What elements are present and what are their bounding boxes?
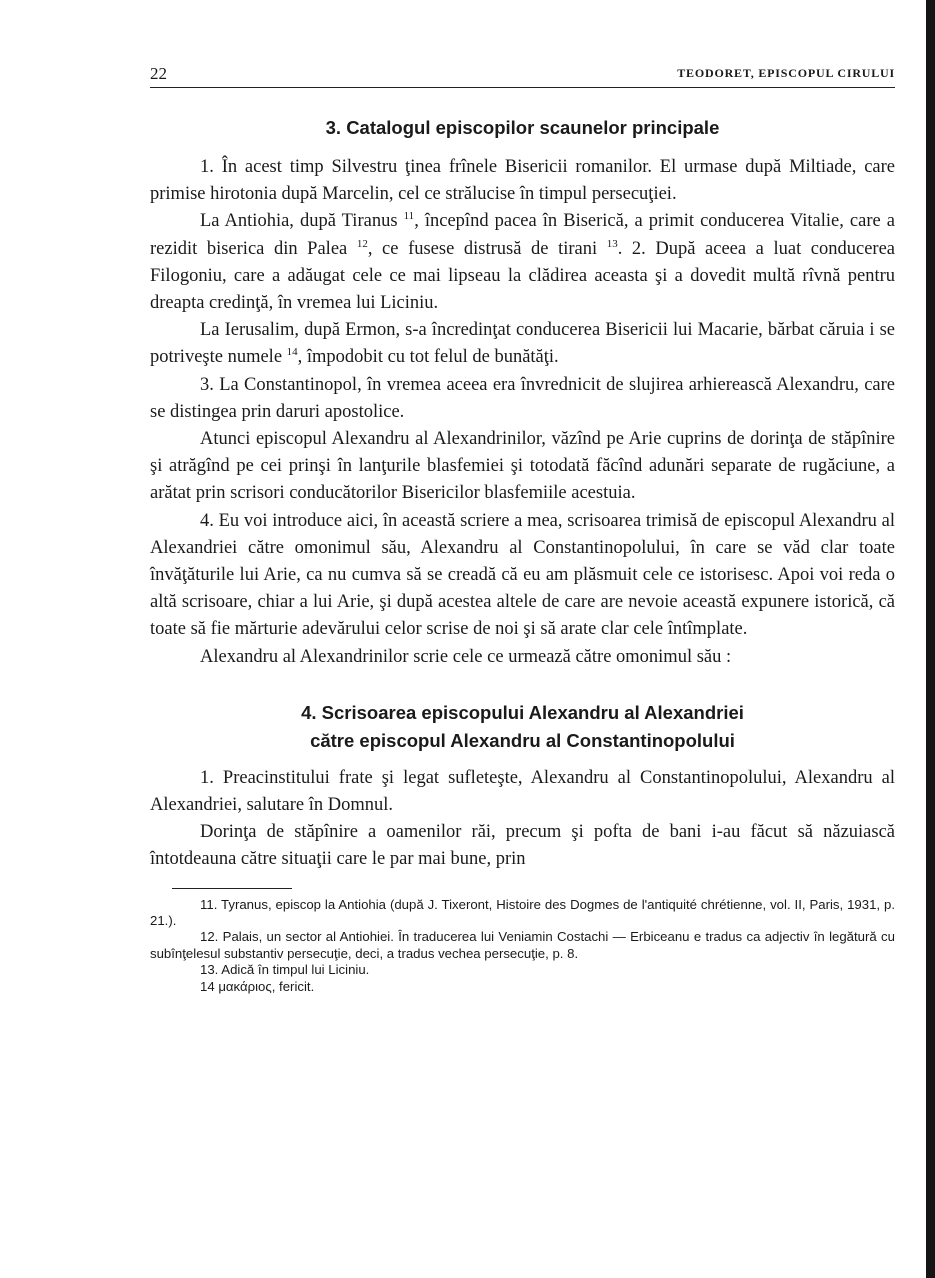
paragraph-text: . 2. După aceea a luat conducerea Filogoniu, care a adăugat cele ce mai lipseau la clădirea aceasta şi a dovedit multă rîvnă pentru dreapta credinţă, în vremea lui Liciniu. xyxy=(150,238,896,314)
scan-margin-bar xyxy=(926,0,935,1278)
paragraph xyxy=(150,208,895,317)
section-catalog-body xyxy=(150,154,895,671)
paragraph-text: Atunci episcopul Alexandru al Alexandrinilor, văzînd pe Arie cuprins de dorinţa de stăpînire şi atrăgînd pe cei prinşi în lanţurile blasfemiei şi totodată făcînd adunări separate de rugăciune, a arătat prin scrisori conducătorilor Bisericilor blasfemiile acestuia. xyxy=(150,429,895,504)
page-header xyxy=(150,60,895,86)
paragraph-text: La Ierusalim, după Ermon, s-a încredinţat conducerea Bisericii lui Macarie, bărbat căruia i se potriveşte numele xyxy=(150,320,895,368)
paragraph-text: , începînd pacea în Biserică, a primit conducerea Vitalie, care a rezidit biserica din Palea xyxy=(150,211,895,259)
paragraph xyxy=(150,372,895,426)
paragraph xyxy=(150,154,895,208)
paragraph-text: La Antiohia, după Tiranus xyxy=(200,211,398,232)
section-title-line: către episcopul Alexandru al Constantinopolului xyxy=(310,729,735,751)
running-title: TEODORET, EPISCOPUL CIRULUI xyxy=(677,66,895,80)
paragraph xyxy=(150,644,895,671)
footnote-ref[interactable]: 11 xyxy=(403,210,415,223)
footnote: 13. Adică în timpul lui Liciniu. xyxy=(200,962,370,978)
section-title-letter xyxy=(150,699,895,755)
paragraph-text: 1. În acest timp Silvestru ţinea frînele Bisericii romanilor. El urmase după Miltiade, care primise hirotonia după Marcelin, cel ce strălucise în timpul persecuţiei. xyxy=(150,157,895,205)
footnote-ref[interactable]: 14 xyxy=(286,346,298,359)
paragraph-text: Alexandru al Alexandrinilor scrie cele ce urmează către omonimul său : xyxy=(200,646,732,667)
footnote: 12. Palais, un sector al Antiohiei. În traducerea lui Veniamin Costachi — Erbiceanu e tradus ca adjectiv în legătură cu subînţelesul substantiv persecuţie, deci, a tradus vechea persecuţie, p. 8. xyxy=(150,929,895,961)
footnote: 11. Tyranus, episcop la Antiohia (după J. Tixeront, Histoire des Dogmes de l'antiquité chrétienne, vol. II, Paris, 1931, p. 21.). xyxy=(150,896,895,929)
page-number: 22 xyxy=(150,64,167,83)
paragraph-text: 4. Eu voi introduce aici, în această scriere a mea, scrisoarea trimisă de episcopul Alexandru al Alexandriei către omonimul său, Alexandru al Constantinopolului, în care se văd clar toate învăţăturile lui Arie, ca nu cumva să se creadă că eu am plăsmuit cele ce istorisesc. Apoi voi reda o altă scrisoare, chiar a lui Arie, şi după acestea altele de care are nevoie această expunere istorică, că toate să fie mărturie adevărului celor scrise de noi şi să arate clar cele întîmplate. xyxy=(150,510,895,640)
header-rule xyxy=(150,87,895,88)
paragraph: Dorinţa de stăpînire a oamenilor răi, precum şi pofta de bani i-au făcut să năzuiască întotdeauna către situaţii care le par mai bune, prin xyxy=(150,822,895,870)
footnotes xyxy=(150,897,895,995)
footnote-rule xyxy=(172,888,292,889)
book-page xyxy=(150,60,895,995)
paragraph: 1. Preacinstitului frate şi legat sufleteşte, Alexandru al Constantinopolului, Alexandru al Alexandriei, salutare în Domnul. xyxy=(150,767,895,816)
paragraph xyxy=(150,317,895,371)
paragraph-text: , împodobit cu tot felul de bunătăţi. xyxy=(297,347,559,368)
footnote-ref[interactable]: 13 xyxy=(606,237,618,250)
footnote: 14 μακάριος, fericit. xyxy=(200,978,315,994)
section-title-catalog: 3. Catalogul episcopilor scaunelor principale xyxy=(325,117,720,138)
section-title-line: 4. Scrisoarea episcopului Alexandru al Alexandriei xyxy=(301,701,744,723)
footnote-ref[interactable]: 12 xyxy=(356,237,368,250)
paragraph xyxy=(150,508,895,644)
paragraph xyxy=(150,426,895,508)
paragraph-text: 3. La Constantinopol, în vremea aceea era învrednicit de slujirea arhierească Alexandru, care se distingea prin daruri apostolice. xyxy=(150,374,895,422)
paragraph-text: , ce fusese distrusă de tirani xyxy=(367,238,598,259)
section-letter-body xyxy=(150,765,895,874)
